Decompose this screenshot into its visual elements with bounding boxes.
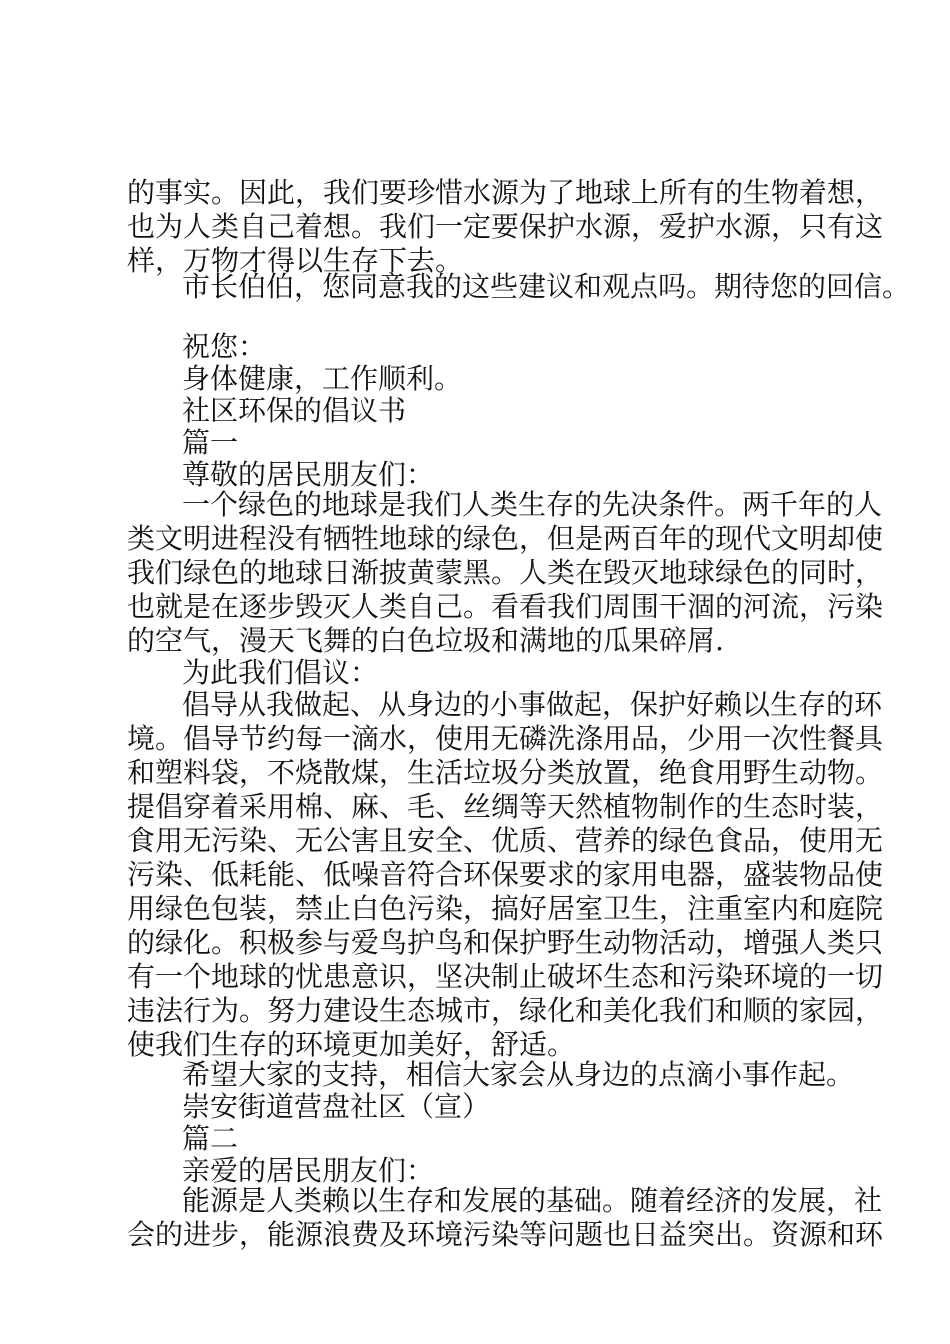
body-text-line: 类文明进程没有牺牲地球的绿色，但是两百年的现代文明却使	[127, 522, 884, 555]
body-text-line: 会的进步，能源浪费及环境污染等问题也日益突出。资源和环	[127, 1218, 884, 1251]
body-text-line: 境。倡导节约每一滴水，使用无磷洗涤用品，少用一次性餐具	[127, 722, 884, 755]
body-text-line: 有一个地球的忧患意识，坚决制止破坏生态和污染环境的一切	[127, 960, 884, 993]
body-text-line: 提倡穿着采用棉、麻、毛、丝绸等天然植物制作的生态时装，	[127, 790, 884, 823]
body-text-line: 为此我们倡议：	[182, 656, 379, 689]
body-text-line: 的事实。因此，我们要珍惜水源为了地球上所有的生物着想，	[127, 176, 884, 209]
body-text-line: 能源是人类赖以生存和发展的基础。随着经济的发展，社	[182, 1184, 883, 1217]
body-text-line: 违法行为。努力建设生态城市，绿化和美化我们和顺的家园，	[127, 994, 884, 1027]
section-heading: 篇一	[182, 426, 239, 459]
body-text-line: 食用无污染、无公害且安全、优质、营养的绿色食品，使用无	[127, 824, 884, 857]
body-text-line: 和塑料袋，不烧散煤，生活垃圾分类放置，绝食用野生动物。	[127, 756, 884, 789]
body-text-line: 的绿化。积极参与爱鸟护鸟和保护野生动物活动，增强人类只	[127, 926, 884, 959]
body-text-line: 的空气，漫天飞舞的白色垃圾和满地的瓜果碎屑.	[127, 624, 724, 657]
body-text-line: 用绿色包装，禁止白色污染，搞好居室卫生，注重室内和庭院	[127, 892, 884, 925]
body-text-line: 希望大家的支持，相信大家会从身边的点滴小事作起。	[182, 1058, 855, 1091]
body-text-line: 使我们生存的环境更加美好，舒适。	[127, 1028, 576, 1061]
body-text-line: 也为人类自己着想。我们一定要保护水源，爱护水源，只有这	[127, 210, 884, 243]
greeting-line: 尊敬的居民朋友们：	[182, 458, 435, 491]
section-title: 社区环保的倡议书	[182, 394, 407, 427]
body-text-line: 我们绿色的地球日渐披黄蒙黑。人类在毁灭地球绿色的同时，	[127, 556, 884, 589]
salutation-line: 祝您：	[182, 330, 267, 363]
body-text-line: 倡导从我做起、从身边的小事做起，保护好赖以生存的环	[182, 688, 883, 721]
body-text-line: 样，万物才得以生存下去。	[127, 244, 464, 277]
section-heading: 篇二	[182, 1122, 239, 1155]
signature-line: 崇安街道营盘社区（宣）	[182, 1090, 491, 1123]
greeting-line: 亲爱的居民朋友们：	[182, 1154, 435, 1187]
body-text-line: 一个绿色的地球是我们人类生存的先决条件。两千年的人	[182, 488, 883, 521]
body-text-line: 市长伯伯，您同意我的这些建议和观点吗。期待您的回信。	[182, 270, 911, 303]
salutation-line: 身体健康，工作顺利。	[182, 362, 463, 395]
body-text-line: 也就是在逐步毁灭人类自己。看看我们周围干涸的河流，污染	[127, 590, 884, 623]
body-text-line: 污染、低耗能、低噪音符合环保要求的家用电器，盛装物品使	[127, 858, 884, 891]
